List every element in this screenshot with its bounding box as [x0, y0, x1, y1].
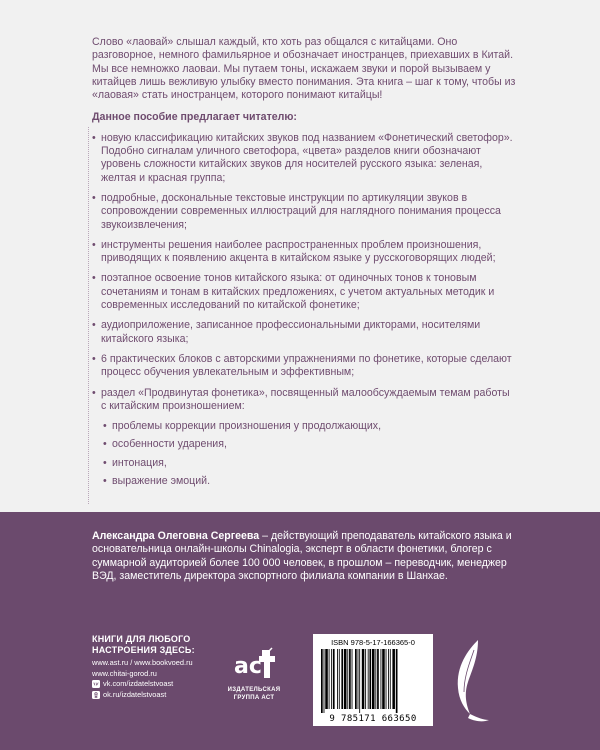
barcode-bar	[344, 649, 347, 709]
ok-link-text: ok.ru/izdatelstvoast	[103, 689, 167, 699]
publisher-name-line: ИЗДАТЕЛЬСКАЯ	[227, 687, 281, 693]
barcode-bar	[382, 649, 385, 709]
feature-item: • подробные, доскональные текстовые инструкции по артикуляции звуков в сопровождении современных иллюстраций для наглядного понимания процесса звукоизвлечения;	[92, 192, 517, 232]
publisher-name-line: ГРУППА АСТ	[233, 694, 275, 701]
author-bio	[92, 530, 512, 583]
barcode-bar	[333, 649, 335, 709]
barcode-bar	[347, 649, 348, 709]
barcode-bar	[369, 649, 371, 709]
barcode-bar	[325, 649, 328, 709]
vk-link-text: vk.com/izdatelstvoast	[103, 679, 174, 688]
publisher-logo	[226, 640, 282, 702]
topic-item: • особенности ударения,	[103, 438, 517, 451]
promo-title-line: НАСТРОЕНИЯ ЗДЕСЬ:	[92, 644, 195, 655]
barcode-bar	[352, 649, 353, 709]
svg-text:ac: ac	[234, 654, 262, 679]
barcode-bar	[386, 649, 387, 709]
feature-item-text: раздел «Продвинутая фонетика», посвященный малообсуждаемым темам работы с китайским произношением:	[101, 386, 510, 412]
ok-icon	[92, 691, 100, 699]
feature-item-advanced	[92, 387, 517, 489]
promo-title-line: КНИГИ ДЛЯ ЛЮБОГО	[92, 634, 191, 644]
topic-item: • интонация,	[103, 457, 517, 470]
barcode-bar	[375, 649, 376, 709]
barcode-bar	[372, 649, 375, 709]
barcode-bar	[388, 649, 389, 709]
ok-link[interactable]	[92, 690, 222, 701]
author-name: Александра Олеговна Сергеева	[92, 530, 260, 542]
feature-item: • аудиоприложение, записанное профессиональными дикторами, носителями китайского языка;	[92, 319, 517, 346]
topic-item: • проблемы коррекции произношения у продолжающих,	[103, 420, 517, 433]
barcode-bar	[381, 649, 382, 709]
feature-item: • 6 практических блоков с авторскими упражнениями по фонетике, которые сделают процесс обучения увлекательным и эффективным;	[92, 353, 517, 380]
feature-item: • инструменты решения наиболее распространенных проблем произношения, приводящих к появлению акцента в китайском языке у русскоговорящих людей;	[92, 239, 517, 266]
barcode-bar	[349, 649, 351, 709]
author-description: – действующий преподаватель китайского языка и основательница онлайн-школы Chinalogia, эксперт в области фонетики, блогер с суммарной аудиторией более 100 000 человек, в прошлом – переводчик, менеджер ВЭД, заместитель директора экспортного филиала компании в Шанхае.	[92, 530, 512, 582]
intro-paragraph: Слово «лаовай» слышал каждый, кто хоть раз общался с китайцами. Оно разговорное, немного фамильярное и обозначает иностранцев, приехавших в Китай. Мы все немножко лаоваи. Мы путаем тоны, искажаем звуки и порой вызываем у китайцев лишь вежливую улыбку вместо понимания. Эта книга – шаг к тому, чтобы из «лаовая» стать иностранцем, которого понимают китайцы!	[92, 36, 516, 102]
features-heading: Данное пособие предлагает читателю:	[92, 111, 297, 124]
vk-icon	[92, 680, 100, 688]
promo-title	[92, 634, 222, 655]
dotted-divider	[88, 127, 89, 504]
description-block	[92, 36, 517, 495]
website-link[interactable]: www.ast.ru / www.bookvoed.ru	[92, 658, 193, 667]
barcode-bar	[377, 649, 379, 709]
barcode-bar	[390, 649, 391, 709]
barcode-bar	[359, 649, 360, 713]
barcode-bar	[341, 649, 343, 709]
barcode-bar	[321, 649, 323, 713]
barcode-bar	[368, 649, 369, 709]
publisher-name	[226, 687, 282, 702]
barcode-bar	[337, 649, 338, 709]
vk-link[interactable]	[92, 679, 222, 690]
feature-item: • поэтапное освоение тонов китайского языка: от одиночных тонов к тоновым сочетаниям и тонам в китайских предложениях, с учетом актуальных методик и современных исследований по китайской фонетике;	[92, 272, 517, 312]
isbn-number: ISBN 978-5-17-166365-0	[331, 638, 415, 647]
barcode-bar	[396, 649, 398, 713]
website-link[interactable]: www.chitai-gorod.ru	[92, 668, 157, 678]
barcode-bar	[339, 649, 340, 709]
promo-block	[92, 634, 222, 700]
advanced-topics-list	[103, 420, 517, 488]
feature-item: • новую классификацию китайских звуков под названием «Фонетический светофор». Подобно сигналам уличного светофора, «цвета» разделов книги обозначают уровень сложности китайских звуков для носителей русского языка: зеленая, желтая и красная группа;	[92, 132, 517, 185]
barcode-bar	[392, 649, 395, 709]
feather-logo-icon	[448, 636, 490, 724]
barcode-bar	[365, 649, 366, 709]
barcode-bar	[362, 649, 365, 709]
barcode-bar	[358, 649, 359, 709]
features-list	[92, 132, 517, 489]
barcode-bar	[329, 649, 330, 709]
barcode	[313, 634, 433, 726]
barcode-bar	[355, 649, 357, 709]
topic-item: • выражение эмоций.	[103, 475, 517, 488]
barcode-bars	[321, 649, 425, 713]
barcode-bar	[331, 649, 332, 709]
ast-logo-icon	[232, 640, 276, 684]
barcode-number: 9 785171 663650	[329, 714, 417, 724]
barcode-bar	[324, 649, 325, 713]
